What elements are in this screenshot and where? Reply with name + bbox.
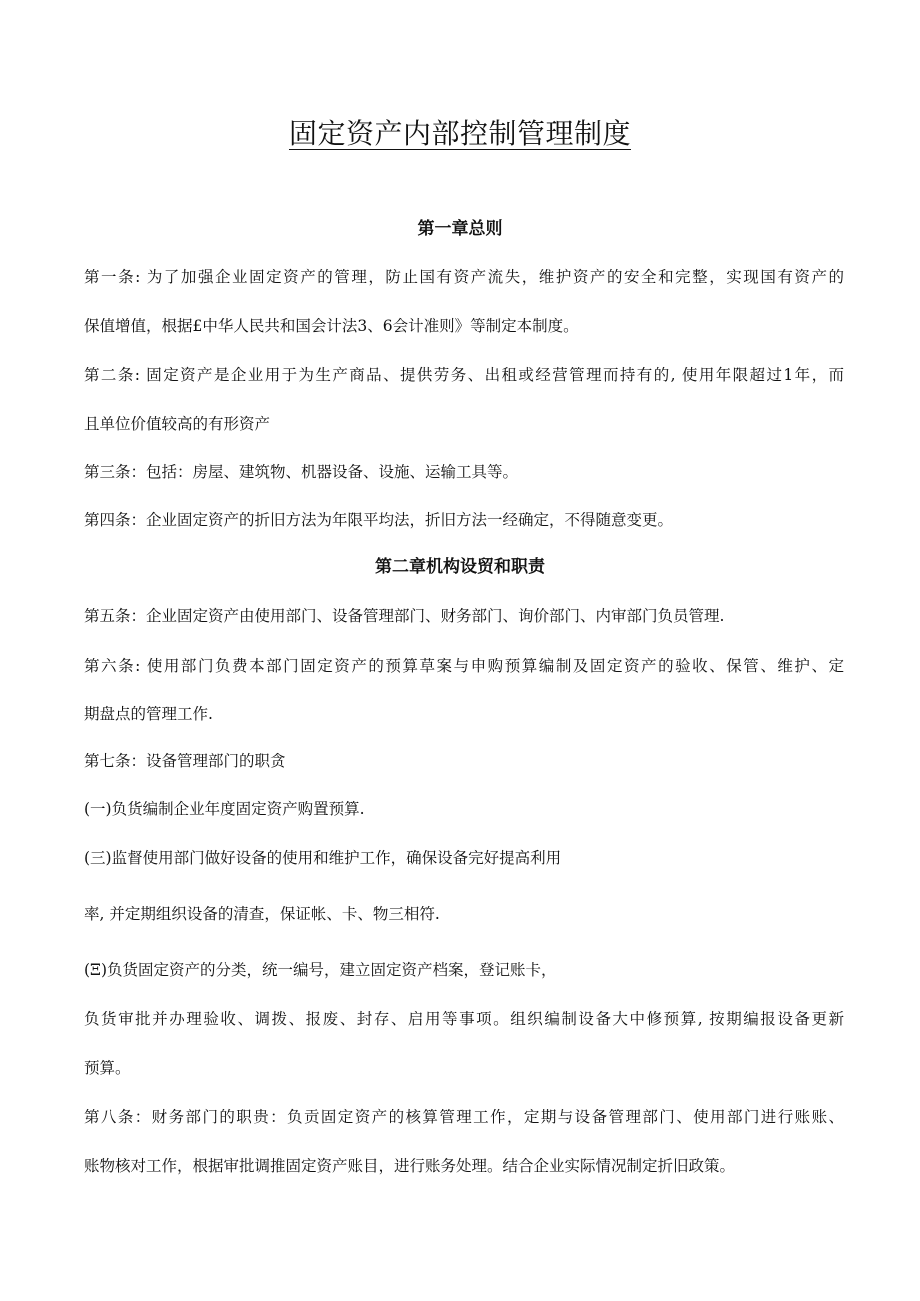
article-7-item-3-line-3: 预算。 [84,1059,131,1077]
document-title-text: 固定资产内部控制管理制度 [288,117,631,150]
article-6-line-2: 期盘点的管理工作. [84,705,213,723]
article-7-item-2-line-1: (三)监督使用部门做好设备的使用和维护工作，确保设备完好提高利用 [84,849,562,867]
article-7: 第七条：设备管理部门的职贪 [84,752,286,770]
article-1-line-2: 保值增值，根据£中华人民共和国会计法3、6会计准则》等制定本制度。 [84,317,579,335]
article-7-item-1: (一)负货编制企业年度固定资产购置预算. [84,800,365,818]
article-2-line-2: 且单位价值较高的有形资产 [84,415,271,433]
article-5: 第五条：企业固定资产由使用部门、设备管理部门、财务部门、询价部门、内审部门负员管理. [84,607,725,625]
article-4: 第四条：企业固定资产的折旧方法为年限平均法，折旧方法一经确定，不得随意变更。 [84,511,674,529]
article-6-line-1: 第六条: 使用部门负费本部门固定资产的预算草案与申购预算编制及固定资产的验收、保管、维护、定 [84,657,844,675]
chapter-heading-1: 第一章总则 [417,219,503,239]
article-2-line-1: 第二条: 固定资产是企业用于为生产商品、提供劳务、出租或经营管理而持有的, 使用年限超过1年，而 [84,366,844,384]
document-title [0,112,920,156]
article-3: 第三条：包括：房屋、建筑物、机器设备、设施、运输工具等。 [84,463,519,481]
article-7-item-3-line-1: (Ξ)负货固定资产的分类，统一编号，建立固定资产档案，登记账卡， [84,961,557,979]
article-8-line-1: 第八条：财务部门的职贵：负贡固定资产的核算管理工作，定期与设备管理部门、使用部门进行账账、 [84,1108,844,1126]
article-7-item-2-line-2: 率, 并定期组织设备的清查，保证帐、卡、物三相符. [84,905,440,923]
article-1-line-1: 第一条: 为了加强企业固定资产的管理，防止国有资产流失，维护资产的安全和完整，实现国有资产的 [84,268,844,286]
chapter-heading-2: 第二章机构设贸和职责 [375,557,545,577]
article-8-line-2: 账物核对工作，根据审批调推固定资产账目，进行账务处理。结合企业实际情况制定折旧政策。 [84,1157,736,1175]
article-7-item-3-line-2: 负货审批并办理验收、调拨、报废、封存、启用等事项。组织编制设备大中修预算, 按期编报设备更新 [84,1010,844,1028]
